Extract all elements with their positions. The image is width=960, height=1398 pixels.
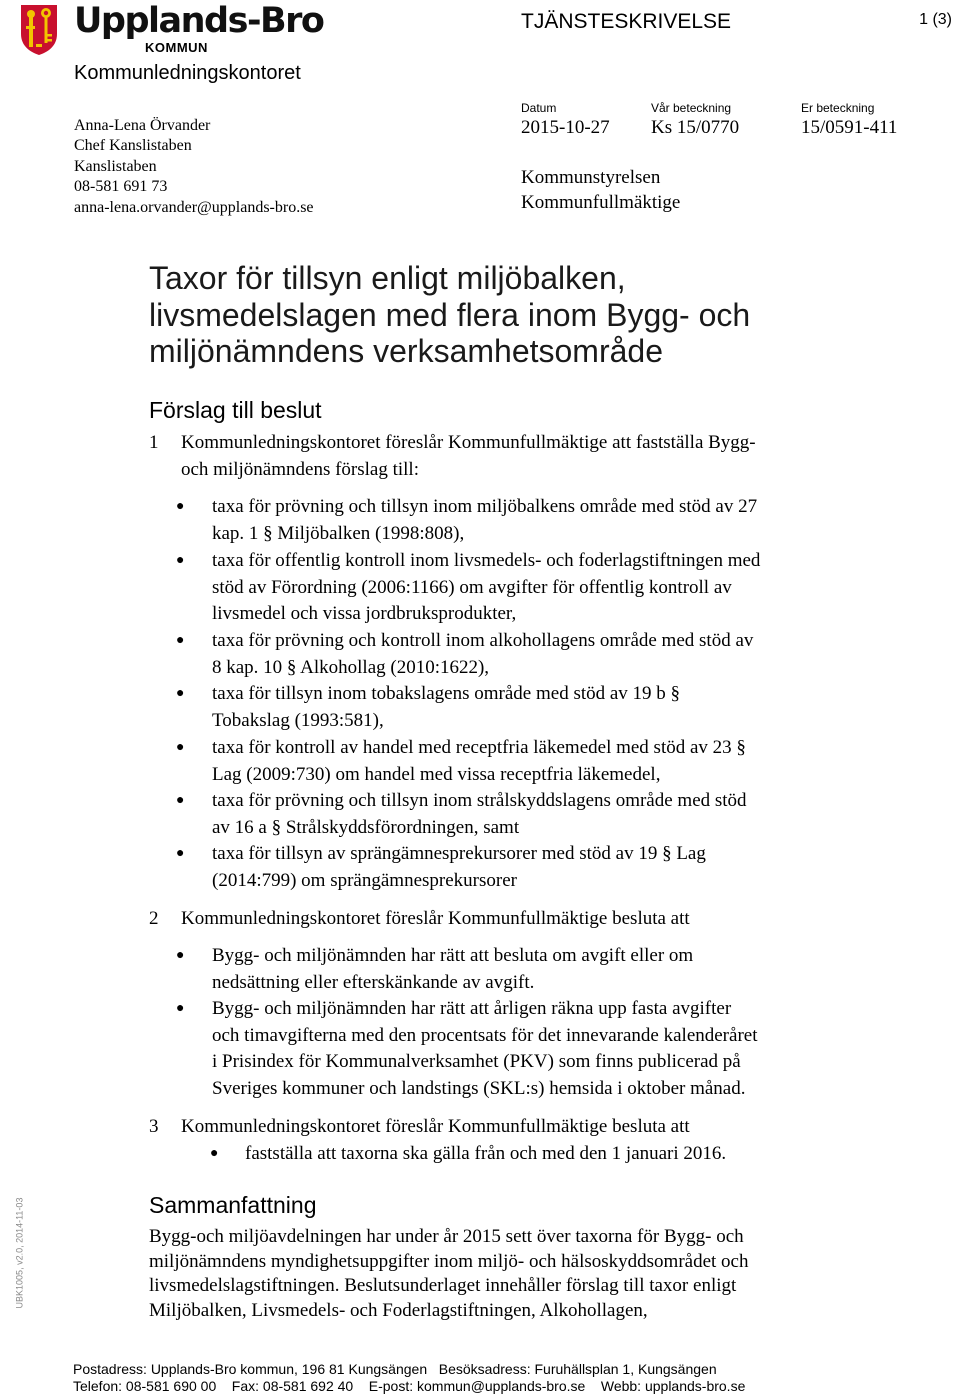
- bullet-dot: ●: [176, 948, 185, 963]
- recipients: [521, 166, 680, 215]
- bullet-item: [212, 548, 760, 628]
- summary-text: [149, 1225, 748, 1324]
- sender-email: anna-lena.orvander@upplands-bro.se: [74, 198, 314, 216]
- bullet-line: Sveriges kommuner och landstings (SKL:s) hemsida i oktober månad.: [212, 1078, 746, 1100]
- bullet-line: Bygg- och miljönämnden har rätt att årligen räkna upp fasta avgifter: [212, 998, 732, 1019]
- bullet-line: och timavgifterna med den procentsats för det innevarande kalenderåret: [212, 1024, 758, 1046]
- bullet-line: taxa för tillsyn av sprängämnesprekursorer med stöd av 19 § Lag: [212, 843, 706, 864]
- bullet-item: [212, 681, 680, 734]
- bullet-line: (2014:799) om sprängämnesprekursorer: [212, 869, 517, 891]
- title-line: livsmedelslagen med flera inom Bygg- och: [149, 296, 751, 333]
- date-value: 2015-10-27: [521, 117, 610, 138]
- bullet-line: taxa för tillsyn inom tobakslagens område med stöd av 19 b §: [212, 683, 681, 704]
- bullet-line: Tobakslag (1993:581),: [212, 709, 384, 731]
- bullet-item: [212, 494, 757, 547]
- bullet-line: taxa för kontroll av handel med receptfria läkemedel med stöd av 23 §: [212, 737, 746, 758]
- page-number: 1 (3): [919, 11, 952, 28]
- bullet-item: [212, 788, 747, 841]
- our-ref-value: Ks 15/0770: [651, 117, 740, 138]
- footer-contact: Telefon: 08-581 690 00 Fax: 08-581 692 40 E-post: kommun@upplands-bro.se Webb: upplands-bro.se: [73, 1378, 746, 1394]
- bullet-dot: ●: [176, 740, 185, 755]
- sender-unit: Kanslistaben: [74, 157, 157, 175]
- item-text: Kommunledningskontoret föreslår Kommunfullmäktige besluta att: [181, 908, 690, 929]
- bullet-item: [212, 735, 746, 788]
- item-number: 2: [149, 908, 159, 929]
- item-line: och miljönämndens förslag till:: [181, 458, 419, 480]
- item-text: [181, 430, 756, 483]
- bullet-item: [212, 628, 753, 681]
- sender-phone: 08-581 691 73: [74, 178, 168, 196]
- bullet-line: stöd av Förordning (2006:1166) om avgifter för offentlig kontroll av: [212, 576, 732, 598]
- item-text: Kommunledningskontoret föreslår Kommunfullmäktige besluta att: [181, 1116, 690, 1137]
- bullet-line: i Prisindex för Kommunalverksamhet (PKV) som finns publicerad på: [212, 1051, 741, 1073]
- logo-subtitle: KOMMUN: [145, 40, 208, 55]
- bullet-item: [212, 943, 693, 996]
- title-line: Taxor för tillsyn enligt miljöbalken,: [149, 260, 626, 296]
- bullet-dot: ●: [176, 1001, 185, 1016]
- item-number: 1: [149, 432, 159, 453]
- bullet-item: fastställa att taxorna ska gälla från och med den 1 januari 2016.: [245, 1143, 727, 1164]
- bullet-item: [212, 841, 706, 894]
- sender-title: Chef Kanslistaben: [74, 137, 192, 155]
- bullet-line: av 16 a § Strålskyddsförordningen, samt: [212, 816, 520, 838]
- bullet-dot: ●: [176, 793, 185, 808]
- sender-name: Anna-Lena Örvander: [74, 117, 211, 134]
- summary-line: Bygg-och miljöavdelningen har under år 2015 sett över taxorna för Bygg- och: [149, 1226, 744, 1247]
- bullet-line: kap. 1 § Miljöbalken (1998:808),: [212, 522, 465, 544]
- bullet-dot: ●: [176, 633, 185, 648]
- summary-line: livsmedelslagstiftningen. Beslutsunderlaget innehåller förslag till taxor enligt: [149, 1275, 737, 1297]
- bullet-line: taxa för prövning och tillsyn inom strålskyddslagens område med stöd: [212, 790, 747, 811]
- office-name: Kommunledningskontoret: [74, 62, 301, 84]
- bullet-dot: ●: [210, 1146, 219, 1161]
- your-ref-label: Er beteckning: [801, 101, 875, 115]
- bullet-dot: ●: [176, 553, 185, 568]
- document-title: [149, 260, 750, 370]
- title-line: miljönämndens verksamhetsområde: [149, 333, 663, 369]
- sender-block: [74, 116, 314, 218]
- bullet-dot: ●: [176, 686, 185, 701]
- coat-of-arms-logo: [20, 4, 58, 56]
- item-number: 3: [149, 1116, 159, 1137]
- bullet-line: livsmedel och vissa jordbruksprodukter,: [212, 603, 517, 625]
- bullet-line: nedsättning eller efterskänkande av avgift.: [212, 971, 535, 993]
- bullet-line: Lag (2009:730) om handel med vissa receptfria läkemedel,: [212, 763, 661, 785]
- your-ref-value: 15/0591-411: [801, 117, 898, 138]
- footer: [73, 1361, 745, 1395]
- our-ref-label: Vår beteckning: [651, 101, 732, 115]
- item-line: Kommunledningskontoret föreslår Kommunfullmäktige att fastställa Bygg-: [181, 432, 756, 453]
- footer-address: Postadress: Upplands-Bro kommun, 196 81 Kungsängen Besöksadress: Furuhällsplan 1, Kungsängen: [73, 1361, 717, 1377]
- bullet-line: taxa för offentlig kontroll inom livsmedels- och foderlagstiftningen med: [212, 550, 761, 571]
- bullet-line: 8 kap. 10 § Alkohollag (2010:1622),: [212, 656, 490, 678]
- bullet-dot: ●: [176, 499, 185, 514]
- bullet-dot: ●: [176, 846, 185, 861]
- recipient: Kommunfullmäktige: [521, 191, 681, 213]
- bullet-item: [212, 996, 757, 1103]
- bullet-line: taxa för prövning och kontroll inom alkohollagens område med stöd av: [212, 630, 754, 651]
- date-label: Datum: [521, 101, 557, 115]
- document-type: TJÄNSTESKRIVELSE: [521, 10, 732, 33]
- bullet-line: Bygg- och miljönämnden har rätt att besluta om avgift eller om: [212, 945, 694, 966]
- summary-line: Miljöbalken, Livsmedels- och Foderlagstiftningen, Alkohollagen,: [149, 1300, 648, 1322]
- summary-line: miljönämndens myndighetsuppgifter inom miljö- och hälsoskyddsområdet och: [149, 1250, 749, 1272]
- logo-wordmark: Upplands-Bro: [74, 1, 324, 41]
- recipient: Kommunstyrelsen: [521, 167, 661, 188]
- template-version-label: UBK1005, v2.0, 2014-11-03: [14, 1197, 25, 1309]
- proposal-heading: Förslag till beslut: [149, 397, 322, 423]
- bullet-line: taxa för prövning och tillsyn inom miljöbalkens område med stöd av 27: [212, 496, 758, 517]
- summary-heading: Sammanfattning: [149, 1192, 317, 1218]
